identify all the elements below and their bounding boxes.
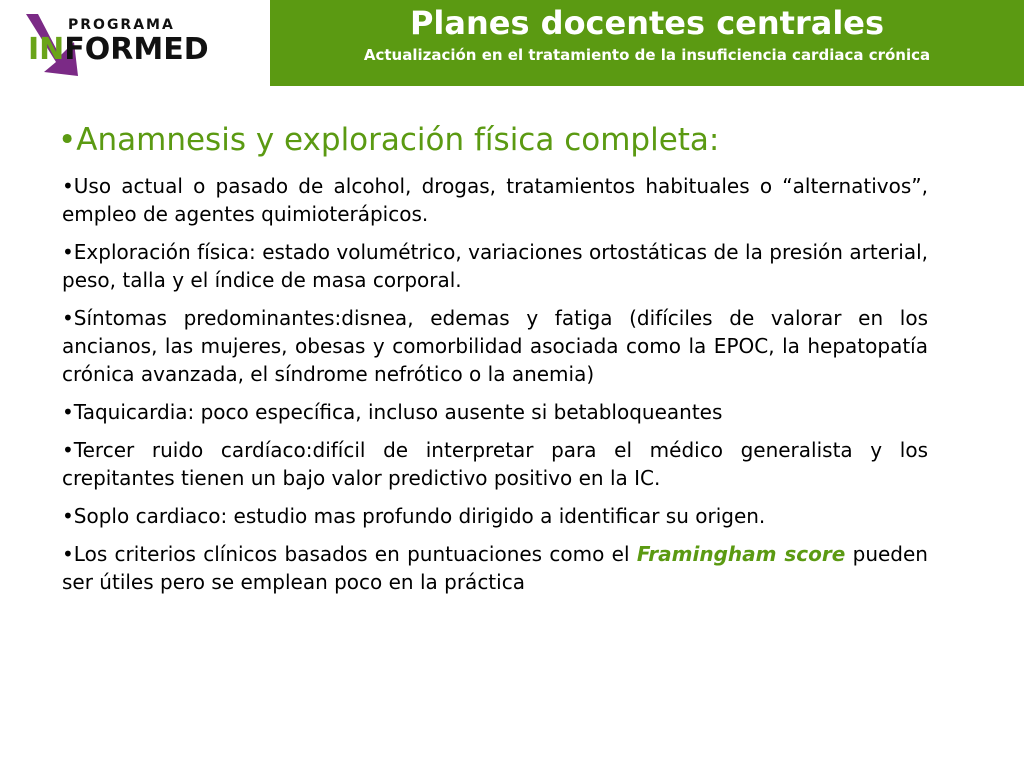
page-subtitle: Actualización en el tratamiento de la insuficiencia cardiaca crónica (363, 46, 931, 64)
list-item-prefix: •Los criterios clínicos basados en puntuaciones como el (62, 542, 637, 566)
list-item: •Taquicardia: poco específica, incluso ausente si betabloqueantes (62, 400, 723, 424)
logo-main-part2: FORMED (64, 32, 209, 67)
list-item: •Uso actual o pasado de alcohol, drogas, tratamientos habituales o “alternativos”, empleo de agentes quimioterápicos. (62, 174, 928, 226)
list-item: •Tercer ruido cardíaco:difícil de interpretar para el médico generalista y los crepitantes tienen un bajo valor predictivo positivo en la IC. (62, 438, 928, 490)
header-bar (270, 0, 1024, 86)
slide-content (58, 120, 928, 606)
section-heading: •Anamnesis y exploración física completa: (58, 122, 720, 158)
logo-main-text (28, 32, 209, 67)
framingham-score-highlight: Framingham score (636, 542, 846, 566)
list-item-framingham (62, 540, 928, 596)
logo-top-text: PROGRAMA (68, 17, 175, 33)
list-item-suffix: pueden ser útiles pero se emplean poco en la práctica (62, 542, 928, 594)
list-item: •Síntomas predominantes:disnea, edemas y fatiga (difíciles de valorar en los ancianos, las mujeres, obesas y comorbilidad asociada como la EPOC, la hepatopatía crónica avanzada, el síndrome nefrótico o la anemia) (62, 306, 928, 386)
programa-informed-logo (18, 12, 208, 82)
page-title: Planes docentes centrales (409, 4, 885, 42)
list-item: •Exploración física: estado volumétrico, variaciones ortostáticas de la presión arterial, peso, talla y el índice de masa corporal. (62, 240, 928, 292)
list-item: •Soplo cardiaco: estudio mas profundo dirigido a identificar su origen. (62, 504, 766, 528)
logo-main-part1: IN (28, 32, 65, 67)
